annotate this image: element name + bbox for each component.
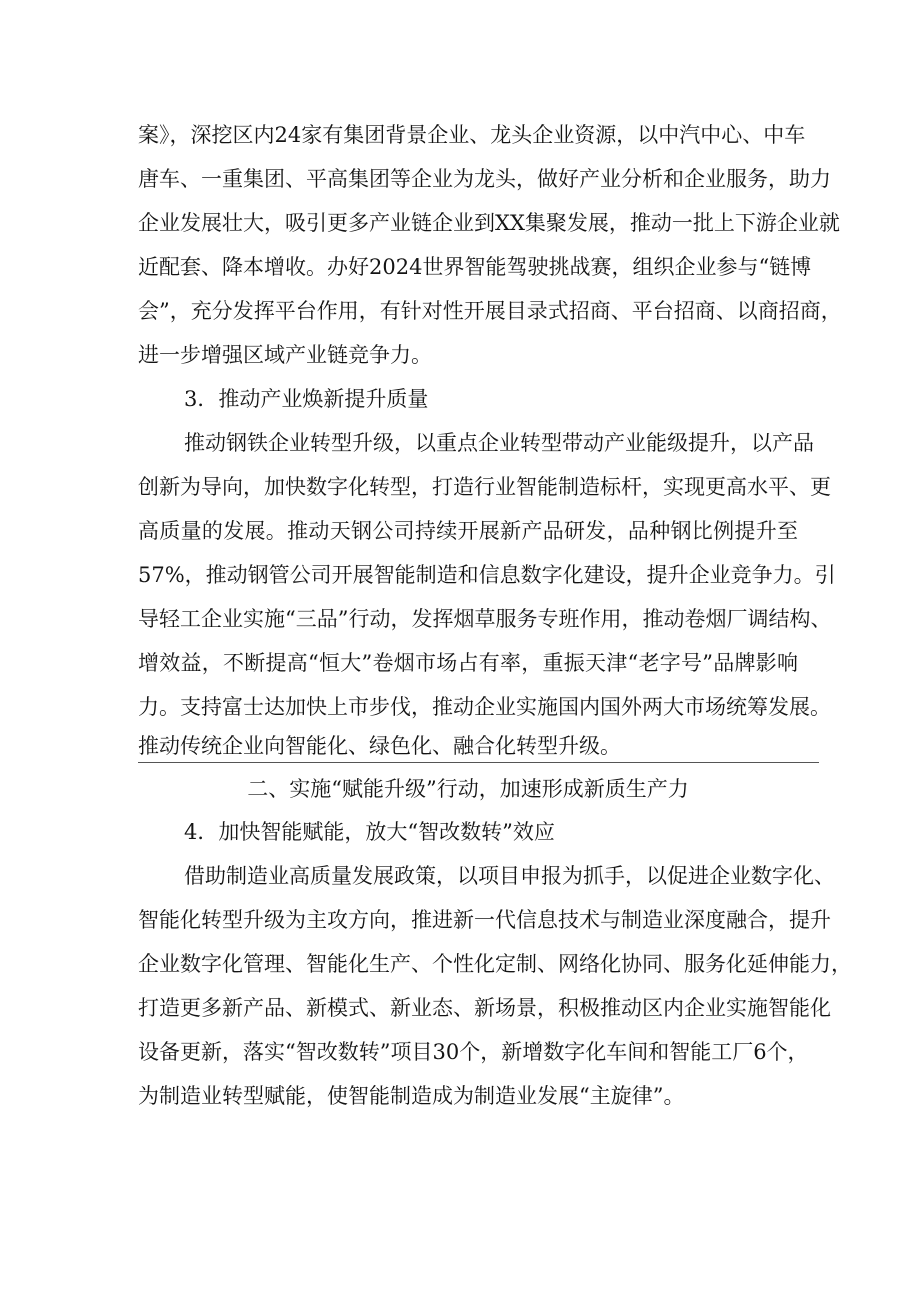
paragraph-line: 增效益，不断提高“恒大”卷烟市场占有率，重振天津“老字号”品牌影响 <box>138 651 798 675</box>
paragraph-line: 唐车、一重集团、平高集团等企业为龙头，做好产业分析和企业服务，助力 <box>138 167 831 191</box>
paragraph-line: 打造更多新产品、新模式、新业态、新场景，积极推动区内企业实施智能化 <box>138 996 831 1020</box>
paragraph-line: 57%，推动钢管公司开展智能制造和信息数字化建设，提升企业竞争力。引 <box>138 563 836 587</box>
horizontal-rule <box>138 762 819 763</box>
paragraph-line: 智能化转型升级为主攻方向，推进新一代信息技术与制造业深度融合，提升 <box>138 908 831 932</box>
section-subheading: 4．加快智能赋能，放大“智改数转”效应 <box>184 820 555 844</box>
paragraph-line: 推动传统企业向智能化、绿色化、融合化转型升级。 <box>138 734 621 758</box>
paragraph-line: 案》，深挖区内24家有集团背景企业、龙头企业资源，以中汽中心、中车 <box>138 123 806 147</box>
paragraph-line: 设备更新，落实“智改数转”项目30个，新增数字化车间和智能工厂6个， <box>138 1040 809 1064</box>
paragraph-line: 高质量的发展。推动天钢公司持续开展新产品研发，品种钢比例提升至 <box>138 519 798 543</box>
paragraph-line: 借助制造业高质量发展政策，以项目申报为抓手，以促进企业数字化、 <box>184 864 835 888</box>
paragraph-line: 为制造业转型赋能，使智能制造成为制造业发展“主旋律”。 <box>138 1084 685 1108</box>
paragraph-line: 企业发展壮大，吸引更多产业链企业到XX集聚发展，推动一批上下游企业就 <box>138 211 840 235</box>
section-subheading: 3．推动产业焕新提升质量 <box>184 387 429 411</box>
paragraph-line: 会”，充分发挥平台作用，有针对性开展目录式招商、平台招商、以商招商， <box>138 299 842 323</box>
paragraph-line: 进一步增强区域产业链竞争力。 <box>138 343 432 367</box>
paragraph-line: 创新为导向，加快数字化转型，打造行业智能制造标杆，实现更高水平、更 <box>138 475 831 499</box>
paragraph-line: 导轻工企业实施“三品”行动，发挥烟草服务专班作用，推动卷烟厂调结构、 <box>138 607 832 631</box>
paragraph-line: 推动钢铁企业转型升级，以重点企业转型带动产业能级提升，以产品 <box>184 431 814 455</box>
paragraph-line: 近配套、降本增收。办好2024世界智能驾驶挑战赛，组织企业参与“链博 <box>138 255 812 279</box>
paragraph-line: 企业数字化管理、智能化生产、个性化定制、网络化协同、服务化延伸能力， <box>138 952 852 976</box>
paragraph-line: 力。支持富士达加快上市步伐，推动企业实施国内国外两大市场统筹发展。 <box>138 695 831 719</box>
section-heading: 二、实施“赋能升级”行动，加速形成新质生产力 <box>247 777 689 801</box>
